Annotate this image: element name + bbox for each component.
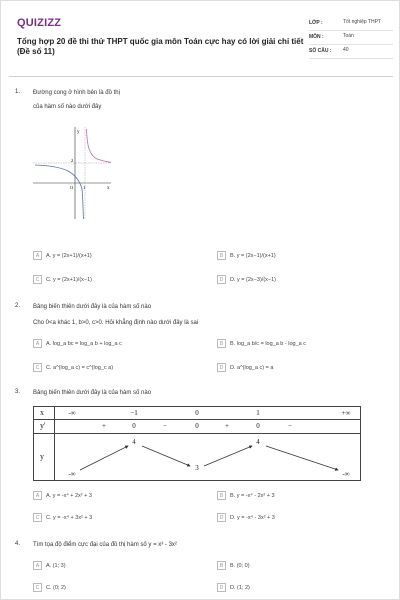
question-number: 2. [15, 303, 21, 309]
meta-count [309, 45, 393, 59]
x-value: +∞ [341, 409, 351, 417]
option-letter-box: B [217, 339, 226, 348]
option-text: D. (1; 2) [230, 584, 250, 591]
sign: 0 [195, 422, 199, 430]
document-title: Tổng hợp 20 đề thi thử THPT quốc gia môn Toán cực hay có lời giải chi tiết (Đề số 11) [17, 37, 304, 56]
row-label-derivative: y' [40, 421, 46, 430]
option-text: C. y = -x⁴ + 3x² + 3 [46, 514, 93, 521]
y-value: -∞ [342, 470, 350, 478]
q2-option-a[interactable] [33, 339, 122, 348]
x-value: −1 [130, 409, 138, 417]
origin-label: O [70, 185, 74, 190]
table-row-y [34, 434, 360, 480]
y-value: 3 [195, 464, 199, 472]
x-value: 0 [195, 409, 199, 417]
option-letter-box: A [33, 339, 42, 348]
variation-table [33, 406, 361, 481]
option-text: D. y = -x⁴ - 3x² + 3 [230, 514, 275, 521]
q4-option-c[interactable] [33, 583, 66, 592]
axis-label-x: x [107, 186, 110, 191]
sign: 0 [256, 422, 260, 430]
row-label-y: y [40, 452, 44, 461]
question-text-line-2: Cho 0<a khác 1, b>0, c>0. Hỏi khẳng định nào dưới đây là sai [33, 320, 199, 326]
x-value: 1 [256, 409, 260, 417]
sign: + [225, 422, 229, 430]
q4-option-a[interactable] [33, 561, 66, 570]
function-graph [33, 125, 113, 221]
arrow-decrease [142, 446, 190, 466]
question-number: 3. [15, 389, 21, 395]
q2-option-c[interactable] [33, 363, 113, 372]
sign: − [163, 422, 167, 430]
option-text: C. a^(log_a c) = c^(log_c a) [46, 364, 114, 371]
arrow-decrease [266, 446, 338, 470]
option-text: A. log_a bc = log_a b + log_a c [46, 340, 122, 347]
option-text: C. (0; 2) [46, 584, 66, 591]
q3-option-a[interactable] [33, 491, 92, 500]
q1-option-b[interactable] [217, 251, 276, 260]
option-letter-box: B [217, 491, 226, 500]
meta-class [309, 17, 393, 31]
q3-option-b[interactable] [217, 491, 275, 500]
sign: 0 [132, 422, 136, 430]
option-text: B. (0; 0) [230, 562, 250, 569]
option-text: D. y = (2x−3)/(x−1) [230, 276, 277, 283]
y-value: 4 [256, 438, 260, 446]
document-meta [309, 17, 393, 59]
option-letter-box: C [33, 583, 42, 592]
option-text: A. (1; 3) [46, 562, 66, 569]
y-value: -∞ [68, 470, 76, 478]
question-text: Bảng biến thiên dưới đây là của hàm số nào [33, 304, 152, 310]
table-row-x [34, 407, 360, 420]
option-letter-box: D [217, 583, 226, 592]
q1-option-c[interactable] [33, 275, 92, 284]
q2-option-d[interactable] [217, 363, 273, 372]
x-value: -∞ [68, 409, 76, 417]
option-text: D. a^(log_a c) = a [230, 364, 274, 371]
meta-count-label: SỐ CÂU : [309, 48, 332, 54]
option-text: A. y = (2x+1)/(x+1) [46, 252, 92, 259]
meta-subject [309, 31, 393, 45]
option-letter-box: A [33, 561, 42, 570]
option-letter-box: B [217, 251, 226, 260]
option-letter-box: C [33, 363, 42, 372]
meta-subject-value: Toán [343, 33, 354, 39]
graph-branch-right [87, 129, 112, 162]
question-text: Tìm tọa độ điểm cực đại của đồ thị hàm số y = x³ - 3x² [33, 542, 177, 548]
axis-label-y: y [77, 130, 80, 135]
option-letter-box: A [33, 491, 42, 500]
arrow-increase [80, 446, 128, 470]
option-text: B. log_a b/c = log_a b - log_a c [230, 340, 306, 347]
variation-arrows [34, 434, 360, 480]
question-text: Bảng biến thiên dưới đây là của hàm số nào [33, 390, 152, 396]
sign: + [102, 422, 106, 430]
q2-option-b[interactable] [217, 339, 306, 348]
option-letter-box: C [33, 513, 42, 522]
tick-label-1: 1 [83, 185, 86, 190]
q4-option-d[interactable] [217, 583, 250, 592]
option-letter-box: A [33, 251, 42, 260]
meta-class-label: LỚP : [309, 20, 323, 26]
option-text: C. y = (2x+1)/(x−1) [46, 276, 93, 283]
q3-option-c[interactable] [33, 513, 92, 522]
quizizz-logo: QUIZIZZ [17, 17, 62, 29]
q4-option-b[interactable] [217, 561, 250, 570]
q1-option-a[interactable] [33, 251, 92, 260]
option-letter-box: C [33, 275, 42, 284]
graph-branch-left [35, 165, 84, 219]
tick-label-2: 2 [71, 158, 74, 163]
question-number: 4. [15, 541, 21, 547]
arrow-increase [204, 446, 252, 466]
q1-option-d[interactable] [217, 275, 276, 284]
option-letter-box: D [217, 513, 226, 522]
option-letter-box: D [217, 275, 226, 284]
question-text-line-2: của hàm số nào dưới đây [33, 104, 102, 110]
option-letter-box: D [217, 363, 226, 372]
question-text: Đường cong ở hình bên là đồ thị [33, 90, 120, 96]
meta-class-value: Tốt nghiệp THPT [343, 19, 381, 25]
y-value: 4 [132, 438, 136, 446]
option-text: B. y = (2x−1)/(x+1) [230, 252, 276, 259]
option-letter-box: B [217, 561, 226, 570]
question-number: 1. [15, 89, 21, 95]
document-header [9, 9, 393, 77]
meta-subject-label: MÔN : [309, 34, 324, 40]
q3-option-d[interactable] [217, 513, 275, 522]
sign: − [288, 422, 292, 430]
meta-count-value: 40 [343, 47, 349, 53]
option-text: B. y = -x⁴ - 2x² + 3 [230, 492, 275, 499]
table-row-derivative [34, 420, 360, 434]
option-text: A. y = -x⁴ + 2x² + 3 [46, 492, 92, 499]
row-label-x: x [40, 408, 44, 417]
